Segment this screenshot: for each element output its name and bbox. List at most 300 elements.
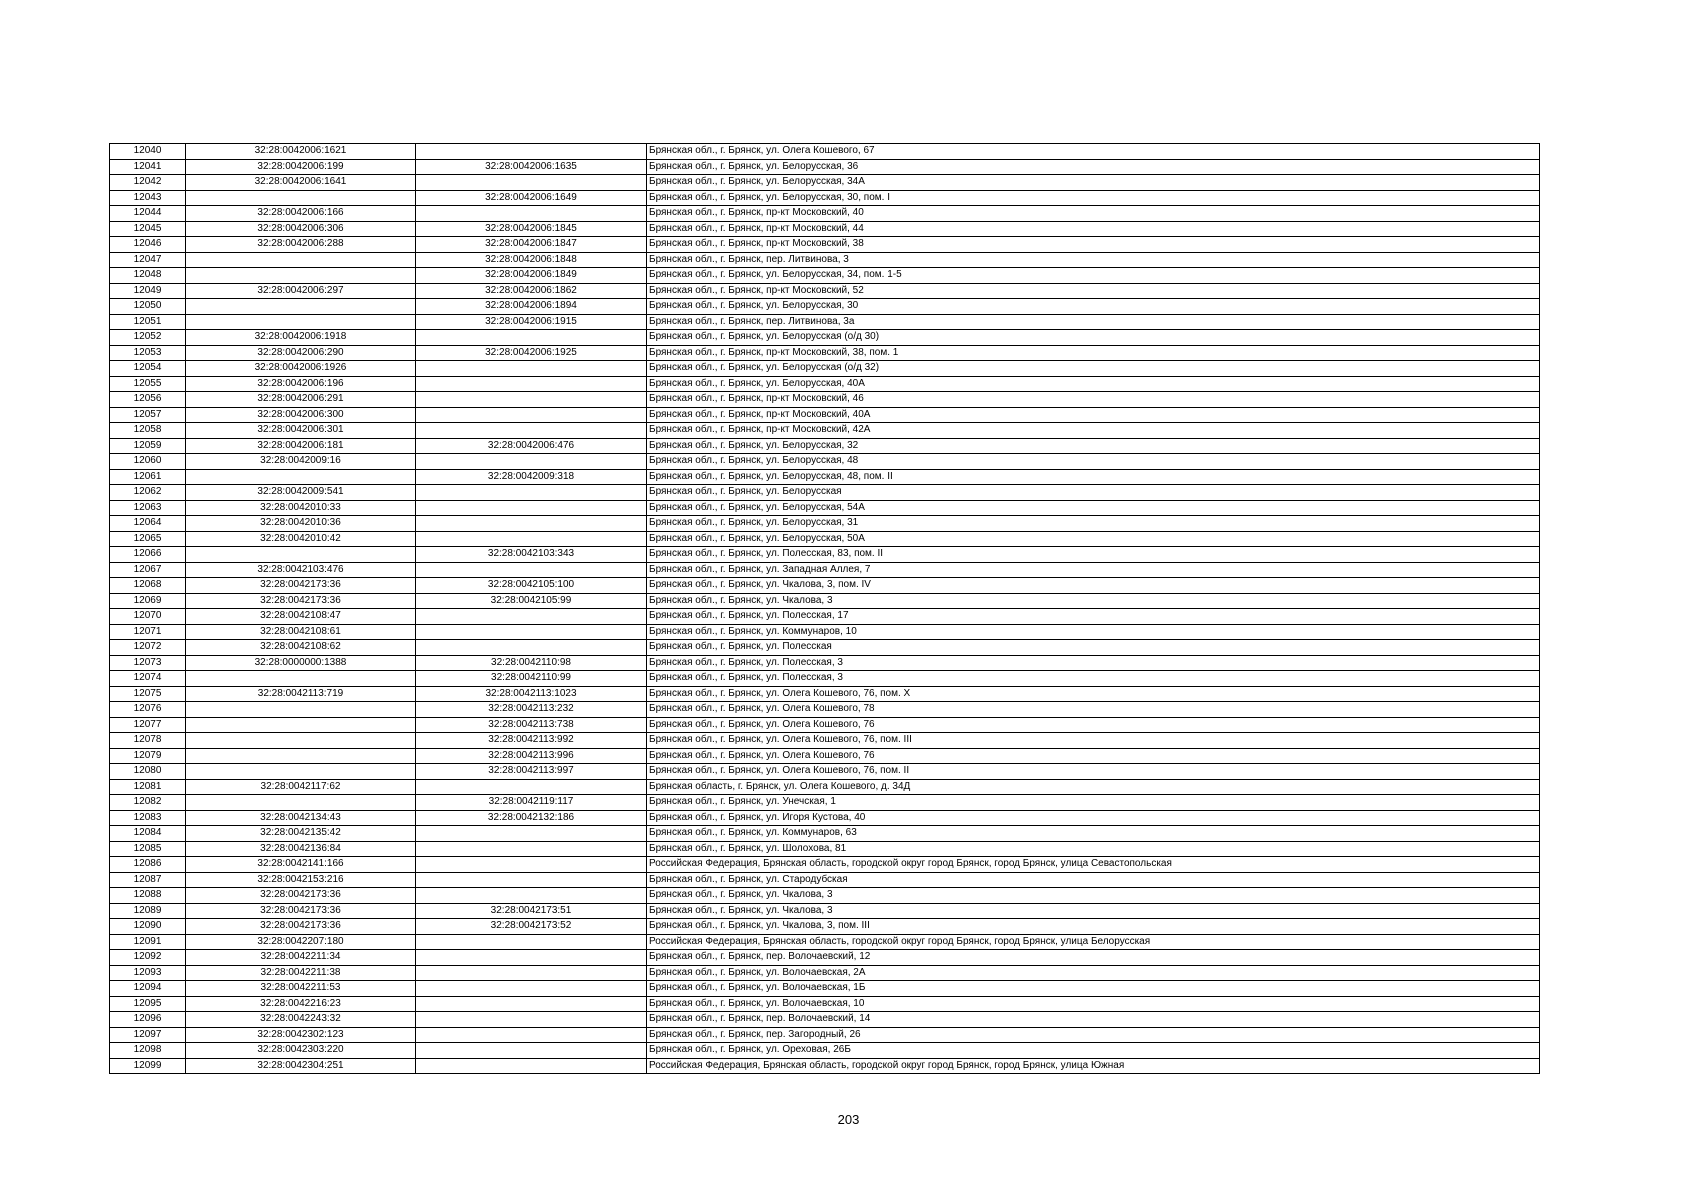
table-row — [110, 702, 1540, 718]
row-number-cell: 12066 — [110, 547, 186, 563]
table-row — [110, 438, 1540, 454]
object-number-cell — [416, 996, 647, 1012]
address-cell: Брянская обл., г. Брянск, ул. Белорусская, 31 — [647, 516, 1540, 532]
cadastral-number-cell: 32:28:0042211:34 — [186, 950, 416, 966]
table-row — [110, 485, 1540, 501]
table-row — [110, 686, 1540, 702]
cadastral-number-cell: 32:28:0042006:301 — [186, 423, 416, 439]
address-cell: Брянская обл., г. Брянск, ул. Шолохова, 81 — [647, 841, 1540, 857]
cadastral-number-cell: 32:28:0042006:199 — [186, 159, 416, 175]
cadastral-number-cell: 32:28:0042108:62 — [186, 640, 416, 656]
row-number-cell: 12086 — [110, 857, 186, 873]
row-number-cell: 12084 — [110, 826, 186, 842]
row-number-cell: 12075 — [110, 686, 186, 702]
object-number-cell: 32:28:0042006:1915 — [416, 314, 647, 330]
table-row — [110, 376, 1540, 392]
object-number-cell — [416, 531, 647, 547]
table-row — [110, 144, 1540, 160]
cadastral-number-cell: 32:28:0042113:719 — [186, 686, 416, 702]
table-row — [110, 330, 1540, 346]
cadastral-number-cell: 32:28:0042006:1918 — [186, 330, 416, 346]
cadastral-number-cell — [186, 764, 416, 780]
row-number-cell: 12093 — [110, 965, 186, 981]
address-cell: Брянская обл., г. Брянск, ул. Олега Кошевого, 76 — [647, 717, 1540, 733]
cadastral-number-cell: 32:28:0042173:36 — [186, 888, 416, 904]
address-cell: Брянская обл., г. Брянск, ул. Полесская, 83, пом. II — [647, 547, 1540, 563]
row-number-cell: 12050 — [110, 299, 186, 315]
table-row — [110, 671, 1540, 687]
object-number-cell — [416, 376, 647, 392]
table-row — [110, 795, 1540, 811]
address-cell: Брянская обл., г. Брянск, ул. Олега Кошевого, 76, пом. III — [647, 733, 1540, 749]
row-number-cell: 12071 — [110, 624, 186, 640]
registry-table-body — [110, 144, 1540, 1074]
row-number-cell: 12041 — [110, 159, 186, 175]
row-number-cell: 12063 — [110, 500, 186, 516]
row-number-cell: 12096 — [110, 1012, 186, 1028]
row-number-cell: 12092 — [110, 950, 186, 966]
object-number-cell: 32:28:0042006:1847 — [416, 237, 647, 253]
table-row — [110, 500, 1540, 516]
object-number-cell — [416, 407, 647, 423]
object-number-cell: 32:28:0042105:100 — [416, 578, 647, 594]
cadastral-number-cell — [186, 702, 416, 718]
cadastral-number-cell: 32:28:0042136:84 — [186, 841, 416, 857]
object-number-cell: 32:28:0042006:1649 — [416, 190, 647, 206]
address-cell: Брянская обл., г. Брянск, пр-кт Московский, 46 — [647, 392, 1540, 408]
object-number-cell: 32:28:0042119:117 — [416, 795, 647, 811]
cadastral-number-cell — [186, 299, 416, 315]
row-number-cell: 12051 — [110, 314, 186, 330]
row-number-cell: 12095 — [110, 996, 186, 1012]
row-number-cell: 12083 — [110, 810, 186, 826]
row-number-cell: 12060 — [110, 454, 186, 470]
object-number-cell: 32:28:0042103:343 — [416, 547, 647, 563]
object-number-cell: 32:28:0042113:1023 — [416, 686, 647, 702]
object-number-cell: 32:28:0042006:1849 — [416, 268, 647, 284]
address-cell: Брянская обл., г. Брянск, ул. Олега Кошевого, 78 — [647, 702, 1540, 718]
table-row — [110, 345, 1540, 361]
cadastral-number-cell: 32:28:0042006:306 — [186, 221, 416, 237]
address-cell: Брянская обл., г. Брянск, ул. Белорусская, 30, пом. I — [647, 190, 1540, 206]
table-row — [110, 407, 1540, 423]
cadastral-number-cell: 32:28:0042006:196 — [186, 376, 416, 392]
table-row — [110, 299, 1540, 315]
address-cell: Брянская обл., г. Брянск, пр-кт Московский, 38 — [647, 237, 1540, 253]
address-cell: Брянская обл., г. Брянск, ул. Олега Кошевого, 76 — [647, 748, 1540, 764]
address-cell: Брянская обл., г. Брянск, пр-кт Московский, 38, пом. 1 — [647, 345, 1540, 361]
cadastral-number-cell: 32:28:0042006:1641 — [186, 175, 416, 191]
cadastral-number-cell — [186, 733, 416, 749]
row-number-cell: 12057 — [110, 407, 186, 423]
table-row — [110, 314, 1540, 330]
object-number-cell: 32:28:0042006:476 — [416, 438, 647, 454]
address-cell: Брянская обл., г. Брянск, пр-кт Московский, 52 — [647, 283, 1540, 299]
row-number-cell: 12061 — [110, 469, 186, 485]
row-number-cell: 12098 — [110, 1043, 186, 1059]
table-row — [110, 655, 1540, 671]
cadastral-number-cell — [186, 795, 416, 811]
row-number-cell: 12047 — [110, 252, 186, 268]
row-number-cell: 12059 — [110, 438, 186, 454]
table-row — [110, 981, 1540, 997]
address-cell: Брянская обл., г. Брянск, ул. Коммунаров, 10 — [647, 624, 1540, 640]
table-row — [110, 469, 1540, 485]
row-number-cell: 12045 — [110, 221, 186, 237]
object-number-cell — [416, 981, 647, 997]
row-number-cell: 12085 — [110, 841, 186, 857]
cadastral-number-cell — [186, 314, 416, 330]
object-number-cell — [416, 888, 647, 904]
row-number-cell: 12099 — [110, 1058, 186, 1074]
object-number-cell — [416, 454, 647, 470]
address-cell: Брянская обл., г. Брянск, пер. Литвинова, 3 — [647, 252, 1540, 268]
object-number-cell: 32:28:0042113:738 — [416, 717, 647, 733]
table-row — [110, 1043, 1540, 1059]
cadastral-number-cell — [186, 547, 416, 563]
table-row — [110, 857, 1540, 873]
address-cell: Брянская обл., г. Брянск, пр-кт Московский, 40 — [647, 206, 1540, 222]
object-number-cell: 32:28:0042006:1635 — [416, 159, 647, 175]
address-cell: Брянская обл., г. Брянск, ул. Белорусская, 34А — [647, 175, 1540, 191]
table-row — [110, 919, 1540, 935]
object-number-cell: 32:28:0042173:52 — [416, 919, 647, 935]
address-cell: Брянская обл., г. Брянск, ул. Белорусская, 50А — [647, 531, 1540, 547]
table-row — [110, 934, 1540, 950]
object-number-cell — [416, 423, 647, 439]
table-row — [110, 392, 1540, 408]
object-number-cell — [416, 950, 647, 966]
table-row — [110, 717, 1540, 733]
table-row — [110, 237, 1540, 253]
cadastral-number-cell: 32:28:0042006:291 — [186, 392, 416, 408]
cadastral-number-cell — [186, 190, 416, 206]
page-number: 203 — [837, 1112, 860, 1127]
table-row — [110, 268, 1540, 284]
table-row — [110, 1027, 1540, 1043]
address-cell: Брянская обл., г. Брянск, ул. Игоря Кустова, 40 — [647, 810, 1540, 826]
row-number-cell: 12069 — [110, 593, 186, 609]
row-number-cell: 12072 — [110, 640, 186, 656]
object-number-cell: 32:28:0042105:99 — [416, 593, 647, 609]
cadastral-number-cell: 32:28:0042173:36 — [186, 903, 416, 919]
cadastral-number-cell: 32:28:0042103:476 — [186, 562, 416, 578]
row-number-cell: 12080 — [110, 764, 186, 780]
cadastral-number-cell: 32:28:0042173:36 — [186, 593, 416, 609]
table-row — [110, 516, 1540, 532]
table-row — [110, 764, 1540, 780]
table-row — [110, 872, 1540, 888]
address-cell: Брянская обл., г. Брянск, ул. Белорусская, 40А — [647, 376, 1540, 392]
address-cell: Брянская обл., г. Брянск, пер. Литвинова, 3а — [647, 314, 1540, 330]
cadastral-number-cell: 32:28:0042134:43 — [186, 810, 416, 826]
row-number-cell: 12090 — [110, 919, 186, 935]
cadastral-number-cell: 32:28:0042006:166 — [186, 206, 416, 222]
table-row — [110, 748, 1540, 764]
table-row — [110, 283, 1540, 299]
object-number-cell — [416, 361, 647, 377]
object-number-cell — [416, 144, 647, 160]
cadastral-number-cell: 32:28:0042006:181 — [186, 438, 416, 454]
address-cell: Брянская обл., г. Брянск, ул. Чкалова, 3, пом. IV — [647, 578, 1540, 594]
cadastral-number-cell: 32:28:0042303:220 — [186, 1043, 416, 1059]
cadastral-number-cell: 32:28:0042010:42 — [186, 531, 416, 547]
object-number-cell — [416, 485, 647, 501]
object-number-cell: 32:28:0042113:996 — [416, 748, 647, 764]
row-number-cell: 12091 — [110, 934, 186, 950]
row-number-cell: 12055 — [110, 376, 186, 392]
row-number-cell: 12073 — [110, 655, 186, 671]
table-row — [110, 609, 1540, 625]
table-row — [110, 221, 1540, 237]
address-cell: Брянская обл., г. Брянск, ул. Белорусская, 48 — [647, 454, 1540, 470]
cadastral-number-cell: 32:28:0042010:33 — [186, 500, 416, 516]
address-cell: Российская Федерация, Брянская область, городской округ город Брянск, город Брянск, улица Южная — [647, 1058, 1540, 1074]
address-cell: Брянская обл., г. Брянск, пер. Волочаевский, 12 — [647, 950, 1540, 966]
address-cell: Брянская обл., г. Брянск, пер. Волочаевский, 14 — [647, 1012, 1540, 1028]
row-number-cell: 12094 — [110, 981, 186, 997]
table-row — [110, 562, 1540, 578]
row-number-cell: 12053 — [110, 345, 186, 361]
row-number-cell: 12087 — [110, 872, 186, 888]
object-number-cell — [416, 857, 647, 873]
object-number-cell: 32:28:0042113:232 — [416, 702, 647, 718]
table-row — [110, 252, 1540, 268]
object-number-cell: 32:28:0042113:997 — [416, 764, 647, 780]
table-row — [110, 547, 1540, 563]
address-cell: Брянская обл., г. Брянск, ул. Белорусская, 48, пом. II — [647, 469, 1540, 485]
cadastral-number-cell — [186, 748, 416, 764]
object-number-cell — [416, 175, 647, 191]
row-number-cell: 12077 — [110, 717, 186, 733]
table-row — [110, 733, 1540, 749]
address-cell: Брянская обл., г. Брянск, ул. Белорусская, 34, пом. 1-5 — [647, 268, 1540, 284]
address-cell: Брянская обл., г. Брянск, ул. Полесская, 3 — [647, 655, 1540, 671]
row-number-cell: 12088 — [110, 888, 186, 904]
table-row — [110, 175, 1540, 191]
object-number-cell — [416, 516, 647, 532]
cadastral-number-cell: 32:28:0042211:53 — [186, 981, 416, 997]
address-cell: Брянская обл., г. Брянск, ул. Коммунаров, 63 — [647, 826, 1540, 842]
table-row — [110, 779, 1540, 795]
address-cell: Брянская обл., г. Брянск, ул. Полесская — [647, 640, 1540, 656]
object-number-cell — [416, 500, 647, 516]
table-row — [110, 624, 1540, 640]
address-cell: Брянская обл., г. Брянск, ул. Волочаевская, 2А — [647, 965, 1540, 981]
address-cell: Брянская обл., г. Брянск, пер. Загородный, 26 — [647, 1027, 1540, 1043]
address-cell: Брянская обл., г. Брянск, ул. Белорусская, 54А — [647, 500, 1540, 516]
cadastral-number-cell: 32:28:0042006:288 — [186, 237, 416, 253]
table-row — [110, 826, 1540, 842]
object-number-cell: 32:28:0042006:1862 — [416, 283, 647, 299]
cadastral-number-cell: 32:28:0042009:16 — [186, 454, 416, 470]
address-cell: Брянская обл., г. Брянск, ул. Унечская, 1 — [647, 795, 1540, 811]
object-number-cell — [416, 206, 647, 222]
object-number-cell — [416, 965, 647, 981]
object-number-cell: 32:28:0042110:98 — [416, 655, 647, 671]
object-number-cell: 32:28:0042132:186 — [416, 810, 647, 826]
row-number-cell: 12048 — [110, 268, 186, 284]
object-number-cell — [416, 1058, 647, 1074]
object-number-cell — [416, 1027, 647, 1043]
row-number-cell: 12074 — [110, 671, 186, 687]
address-cell: Брянская обл., г. Брянск, ул. Белорусская, 36 — [647, 159, 1540, 175]
table-row — [110, 950, 1540, 966]
cadastral-number-cell: 32:28:0042006:297 — [186, 283, 416, 299]
row-number-cell: 12097 — [110, 1027, 186, 1043]
row-number-cell: 12054 — [110, 361, 186, 377]
address-cell: Брянская обл., г. Брянск, ул. Волочаевская, 10 — [647, 996, 1540, 1012]
cadastral-number-cell: 32:28:0042207:180 — [186, 934, 416, 950]
object-number-cell: 32:28:0042009:318 — [416, 469, 647, 485]
cadastral-number-cell: 32:28:0000000:1388 — [186, 655, 416, 671]
cadastral-number-cell: 32:28:0042117:62 — [186, 779, 416, 795]
table-row — [110, 640, 1540, 656]
table-row — [110, 578, 1540, 594]
registry-table — [109, 143, 1540, 1074]
row-number-cell: 12068 — [110, 578, 186, 594]
address-cell: Брянская обл., г. Брянск, ул. Белорусская, 30 — [647, 299, 1540, 315]
object-number-cell — [416, 841, 647, 857]
cadastral-number-cell: 32:28:0042010:36 — [186, 516, 416, 532]
cadastral-number-cell — [186, 469, 416, 485]
object-number-cell — [416, 1043, 647, 1059]
row-number-cell: 12052 — [110, 330, 186, 346]
object-number-cell: 32:28:0042006:1848 — [416, 252, 647, 268]
object-number-cell — [416, 640, 647, 656]
row-number-cell: 12065 — [110, 531, 186, 547]
cadastral-number-cell: 32:28:0042304:251 — [186, 1058, 416, 1074]
cadastral-number-cell: 32:28:0042108:61 — [186, 624, 416, 640]
object-number-cell — [416, 624, 647, 640]
table-row — [110, 593, 1540, 609]
address-cell: Брянская обл., г. Брянск, ул. Чкалова, 3, пом. III — [647, 919, 1540, 935]
address-cell: Брянская обл., г. Брянск, ул. Олега Кошевого, 67 — [647, 144, 1540, 160]
object-number-cell — [416, 609, 647, 625]
cadastral-number-cell: 32:28:0042108:47 — [186, 609, 416, 625]
cadastral-number-cell: 32:28:0042141:166 — [186, 857, 416, 873]
table-row — [110, 996, 1540, 1012]
address-cell: Брянская обл., г. Брянск, ул. Чкалова, 3 — [647, 903, 1540, 919]
address-cell: Брянская обл., г. Брянск, ул. Белорусская, 32 — [647, 438, 1540, 454]
cadastral-number-cell: 32:28:0042302:123 — [186, 1027, 416, 1043]
address-cell: Брянская область, г. Брянск, ул. Олега Кошевого, д. 34Д — [647, 779, 1540, 795]
object-number-cell — [416, 826, 647, 842]
row-number-cell: 12089 — [110, 903, 186, 919]
object-number-cell: 32:28:0042006:1894 — [416, 299, 647, 315]
table-row — [110, 423, 1540, 439]
address-cell: Российская Федерация, Брянская область, городской округ город Брянск, город Брянск, улица Севастопольская — [647, 857, 1540, 873]
cadastral-number-cell: 32:28:0042009:541 — [186, 485, 416, 501]
object-number-cell: 32:28:0042113:992 — [416, 733, 647, 749]
row-number-cell: 12064 — [110, 516, 186, 532]
table-row — [110, 531, 1540, 547]
object-number-cell — [416, 779, 647, 795]
table-row — [110, 361, 1540, 377]
row-number-cell: 12076 — [110, 702, 186, 718]
table-row — [110, 1058, 1540, 1074]
cadastral-number-cell: 32:28:0042173:36 — [186, 578, 416, 594]
cadastral-number-cell — [186, 252, 416, 268]
cadastral-number-cell: 32:28:0042006:300 — [186, 407, 416, 423]
address-cell: Брянская обл., г. Брянск, ул. Олега Кошевого, 76, пом. X — [647, 686, 1540, 702]
table-row — [110, 965, 1540, 981]
address-cell: Брянская обл., г. Брянск, ул. Олега Кошевого, 76, пом. II — [647, 764, 1540, 780]
address-cell: Брянская обл., г. Брянск, ул. Ореховая, 26Б — [647, 1043, 1540, 1059]
address-cell: Брянская обл., г. Брянск, ул. Белорусская — [647, 485, 1540, 501]
object-number-cell: 32:28:0042110:99 — [416, 671, 647, 687]
table-row — [110, 190, 1540, 206]
address-cell: Брянская обл., г. Брянск, пр-кт Московский, 42А — [647, 423, 1540, 439]
cadastral-number-cell: 32:28:0042006:1926 — [186, 361, 416, 377]
table-row — [110, 888, 1540, 904]
table-row — [110, 810, 1540, 826]
object-number-cell — [416, 872, 647, 888]
cadastral-number-cell — [186, 671, 416, 687]
row-number-cell: 12040 — [110, 144, 186, 160]
cadastral-number-cell: 32:28:0042006:290 — [186, 345, 416, 361]
table-row — [110, 1012, 1540, 1028]
row-number-cell: 12081 — [110, 779, 186, 795]
row-number-cell: 12042 — [110, 175, 186, 191]
object-number-cell: 32:28:0042173:51 — [416, 903, 647, 919]
row-number-cell: 12044 — [110, 206, 186, 222]
row-number-cell: 12056 — [110, 392, 186, 408]
cadastral-number-cell — [186, 268, 416, 284]
row-number-cell: 12067 — [110, 562, 186, 578]
cadastral-number-cell: 32:28:0042243:32 — [186, 1012, 416, 1028]
object-number-cell — [416, 1012, 647, 1028]
address-cell: Брянская обл., г. Брянск, пр-кт Московский, 40А — [647, 407, 1540, 423]
row-number-cell: 12058 — [110, 423, 186, 439]
address-cell: Брянская обл., г. Брянск, ул. Волочаевская, 1Б — [647, 981, 1540, 997]
address-cell: Российская Федерация, Брянская область, городской округ город Брянск, город Брянск, улица Белорусская — [647, 934, 1540, 950]
object-number-cell — [416, 392, 647, 408]
row-number-cell: 12043 — [110, 190, 186, 206]
cadastral-number-cell: 32:28:0042135:42 — [186, 826, 416, 842]
row-number-cell: 12079 — [110, 748, 186, 764]
address-cell: Брянская обл., г. Брянск, ул. Полесская, 17 — [647, 609, 1540, 625]
address-cell: Брянская обл., г. Брянск, ул. Чкалова, 3 — [647, 593, 1540, 609]
object-number-cell — [416, 934, 647, 950]
address-cell: Брянская обл., г. Брянск, ул. Белорусская (о/д 32) — [647, 361, 1540, 377]
row-number-cell: 12049 — [110, 283, 186, 299]
table-row — [110, 159, 1540, 175]
address-cell: Брянская обл., г. Брянск, пр-кт Московский, 44 — [647, 221, 1540, 237]
address-cell: Брянская обл., г. Брянск, ул. Западная Аллея, 7 — [647, 562, 1540, 578]
table-row — [110, 454, 1540, 470]
row-number-cell: 12070 — [110, 609, 186, 625]
cadastral-number-cell — [186, 717, 416, 733]
object-number-cell — [416, 330, 647, 346]
cadastral-number-cell: 32:28:0042173:36 — [186, 919, 416, 935]
table-row — [110, 841, 1540, 857]
row-number-cell: 12078 — [110, 733, 186, 749]
object-number-cell: 32:28:0042006:1925 — [416, 345, 647, 361]
address-cell: Брянская обл., г. Брянск, ул. Стародубская — [647, 872, 1540, 888]
cadastral-number-cell: 32:28:0042153:216 — [186, 872, 416, 888]
row-number-cell: 12046 — [110, 237, 186, 253]
object-number-cell: 32:28:0042006:1845 — [416, 221, 647, 237]
address-cell: Брянская обл., г. Брянск, ул. Чкалова, 3 — [647, 888, 1540, 904]
address-cell: Брянская обл., г. Брянск, ул. Полесская, 3 — [647, 671, 1540, 687]
table-row — [110, 903, 1540, 919]
cadastral-number-cell: 32:28:0042006:1621 — [186, 144, 416, 160]
table-row — [110, 206, 1540, 222]
row-number-cell: 12082 — [110, 795, 186, 811]
object-number-cell — [416, 562, 647, 578]
address-cell: Брянская обл., г. Брянск, ул. Белорусская (о/д 30) — [647, 330, 1540, 346]
